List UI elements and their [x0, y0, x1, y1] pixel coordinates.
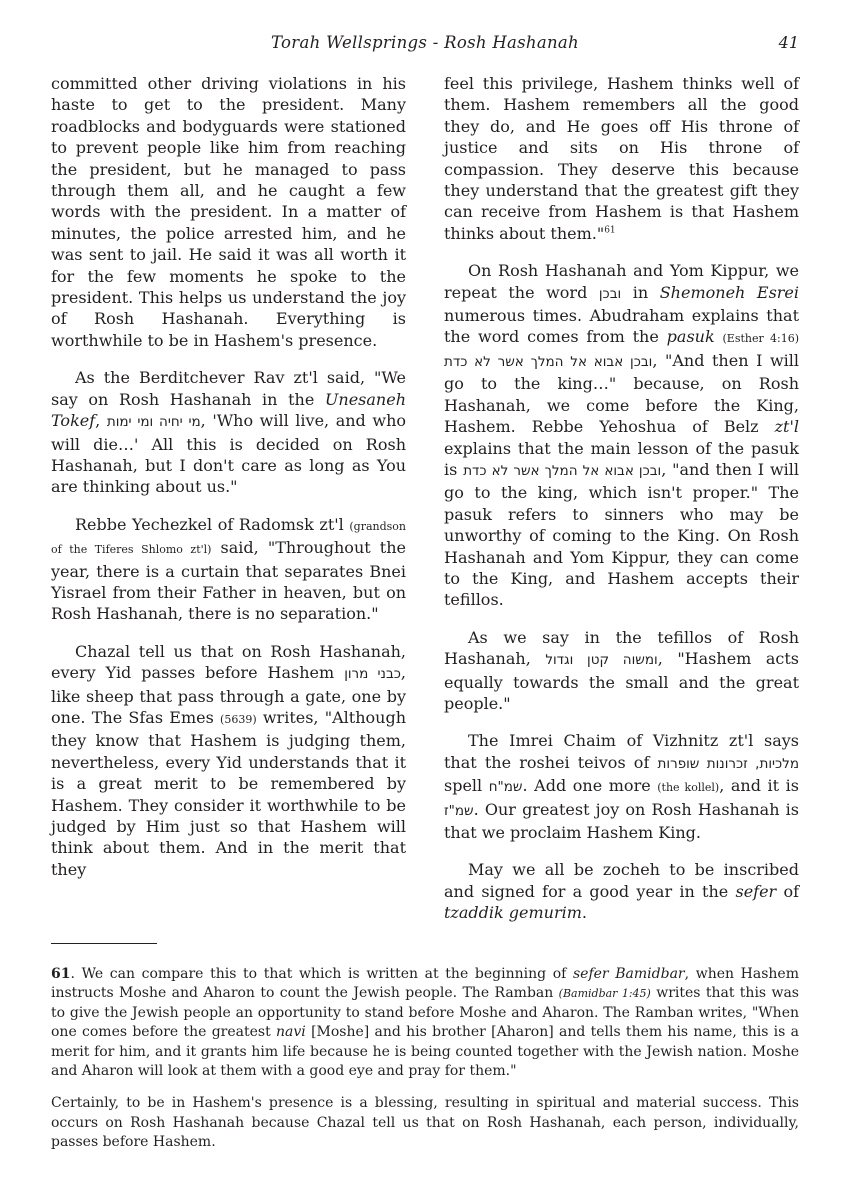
right-column: [444, 73, 799, 940]
paragraph: The Imrei Chaim of Vizhnitz zt'l says that the roshei teivos of מלכיות, זכרונות שופרות spell שמ"ח. Add one more (the kollel), and it is שמ"ז. Our greatest joy on Rosh Hashanah is that we proclaim Hashem King.: [444, 731, 800, 842]
paragraph: feel this privilege, Hashem thinks well of them. Hashem remembers all the good they do, and He goes off His throne of justice and sits on His throne of compassion. They deserve this because they understand that the greatest gift they can receive from Hashem is that Hashem thinks about them."$^{61}$: [444, 74, 799, 243]
footnote-ref[interactable]: 61: [604, 225, 616, 236]
running-title: Torah Wellsprings - Rosh Hashanah: [271, 33, 579, 52]
footnotes: [51, 965, 799, 1166]
footnote: 61. We can compare this to that which is written at the beginning of sefer Bamidbar, when Hashem instructs Moshe and Aharon to count the Jewish people. The Ramban (Bamidbar 1:45) writes that this was to give the Jewish people an opportunity to stand before Moshe and Aharon. The Ramban writes, "When one comes before the greatest navi [Moshe] and his brother [Aharon] and tells them his name, this is a merit for him, and it grants him life because he is being counted together with the Jewish nation. Moshe and Aharon will look at them with a good eye and pray for them.": [51, 966, 799, 1080]
paragraph: Chazal tell us that on Rosh Hashanah, every Yid passes before Hashem כבני מרון, like sheep that pass through a gate, one by one. The Sfas Emes (5639) writes, "Although they know that Hashem is judging them, nevertheless, every Yid understands that it is a great merit to be remembered by Hashem. They consider it worthwhile to be judged by Him just so that Hashem will think about them. And in the merit that they: [51, 641, 406, 879]
footnote-divider: [51, 943, 157, 944]
page-header: [51, 33, 799, 57]
footnote-number: 61: [51, 966, 71, 982]
page-number: 41: [778, 33, 799, 52]
paragraph: Rebbe Yechezkel of Radomsk zt'l (grandson of the Tiferes Shlomo zt'l) said, "Throughout the year, there is a curtain that separates Bnei Yisrael from their Father in heaven, but on Rosh Hashanah, there is no separation.": [51, 514, 406, 624]
paragraph: committed other driving violations in his haste to get to the president. Many roadblocks and bodyguards were stationed to prevent people like him from reaching the president, but he managed to pass through them all, and he caught a few words with the president. In a matter of minutes, the police arrested him, and he was sent to jail. He said it was all worth it for the few moments he spoke to the president. This helps us understand the joy of Rosh Hashanah. Everything is worthwhile to be in Hashem's presence.: [51, 74, 406, 350]
paragraph: As the Berditchever Rav zt'l said, "We say on Rosh Hashanah in the Unesaneh Tokef, מי יחיה ומי ימות, 'Who will live, and who will die…' All this is decided on Rosh Hashanah, but I don't care as long as You are thinking about us.": [51, 368, 407, 497]
paragraph: As we say in the tefillos of Rosh Hashanah, ומשוה קטן וגדול, "Hashem acts equally towards the small and the great people.": [444, 627, 800, 713]
footnote-continuation: Certainly, to be in Hashem's presence is a blessing, resulting in spiritual and material success. This occurs on Rosh Hashanah because Chazal tell us that on Rosh Hashanah, each person, individually, passes before Hashem.: [51, 1095, 799, 1151]
paragraph: On Rosh Hashanah and Yom Kippur, we repeat the word ובכן in Shemoneh Esrei numerous times. Abudraham explains that the word comes from the pasuk (Esther 4:16) ובכן אבוא אל המלך אשר לא כדת, "And then I will go to the king…" because, on Rosh Hashanah, we come before the King, Hashem. Rebbe Yehoshua of Belz zt'l explains that the main lesson of the pasuk is ובכן אבוא אל המלך אשר לא כדת, "and then I will go to the king, which isn't proper." The pasuk refers to sinners who may be unworthy of coming to the King. On Rosh Hashanah and Yom Kippur, they can come to the King, and Hashem accepts their tefillos.: [444, 261, 800, 610]
paragraph: May we all be zocheh to be inscribed and signed for a good year in the sefer of tzaddik gemurim.: [444, 860, 800, 923]
left-column: [51, 73, 406, 896]
